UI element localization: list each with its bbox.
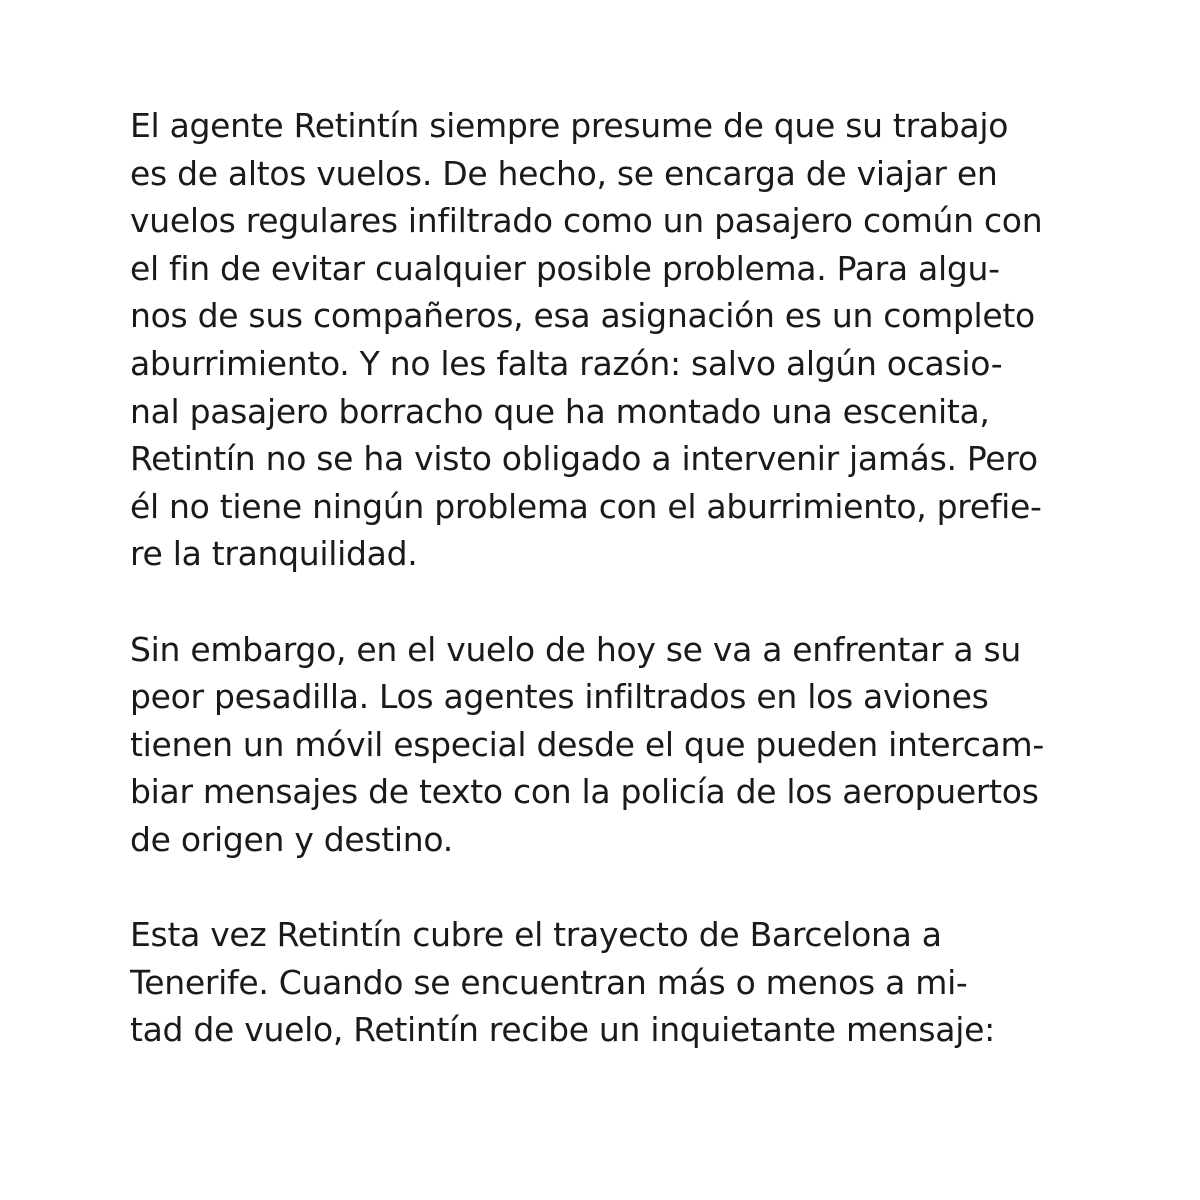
text-line: Sin embargo, en el vuelo de hoy se va a enfrentar a su xyxy=(130,629,1022,669)
text-line: re la tranquilidad. xyxy=(130,534,418,574)
text-line: Esta vez Retintín cubre el trayecto de Barcelona a xyxy=(130,915,942,955)
text-line: nos de sus compañeros, esa asignación es un completo xyxy=(130,296,1035,336)
text-line: El agente Retintín siempre presume de que su trabajo xyxy=(130,106,1009,145)
text-line: biar mensajes de texto con la policía de los aeropuertos xyxy=(130,772,1039,812)
paragraph-2 xyxy=(130,626,1090,864)
paragraph-3 xyxy=(130,911,1090,1054)
text-line: peor pesadilla. Los agentes infiltrados en los aviones xyxy=(130,677,989,717)
text-line: aburrimiento. Y no les falta razón: salvo algún ocasio- xyxy=(130,343,1003,383)
paragraph-1 xyxy=(130,102,1090,578)
text-line: Tenerife. Cuando se encuentran más o menos a mi- xyxy=(130,962,968,1002)
text-line: el fin de evitar cualquier posible problema. Para algu- xyxy=(130,248,1000,288)
story-text xyxy=(130,102,1090,1054)
text-line: vuelos regulares infiltrado como un pasajero común con xyxy=(130,201,1043,241)
text-line: de origen y destino. xyxy=(130,819,453,859)
text-line: él no tiene ningún problema con el aburrimiento, prefie- xyxy=(130,486,1042,526)
text-line: Retintín no se ha visto obligado a intervenir jamás. Pero xyxy=(130,439,1038,479)
text-line: nal pasajero borracho que ha montado una escenita, xyxy=(130,391,990,431)
text-line: es de altos vuelos. De hecho, se encarga de viajar en xyxy=(130,153,998,193)
text-line: tienen un móvil especial desde el que pueden intercam- xyxy=(130,724,1044,764)
text-line: tad de vuelo, Retintín recibe un inquietante mensaje: xyxy=(130,1010,995,1050)
